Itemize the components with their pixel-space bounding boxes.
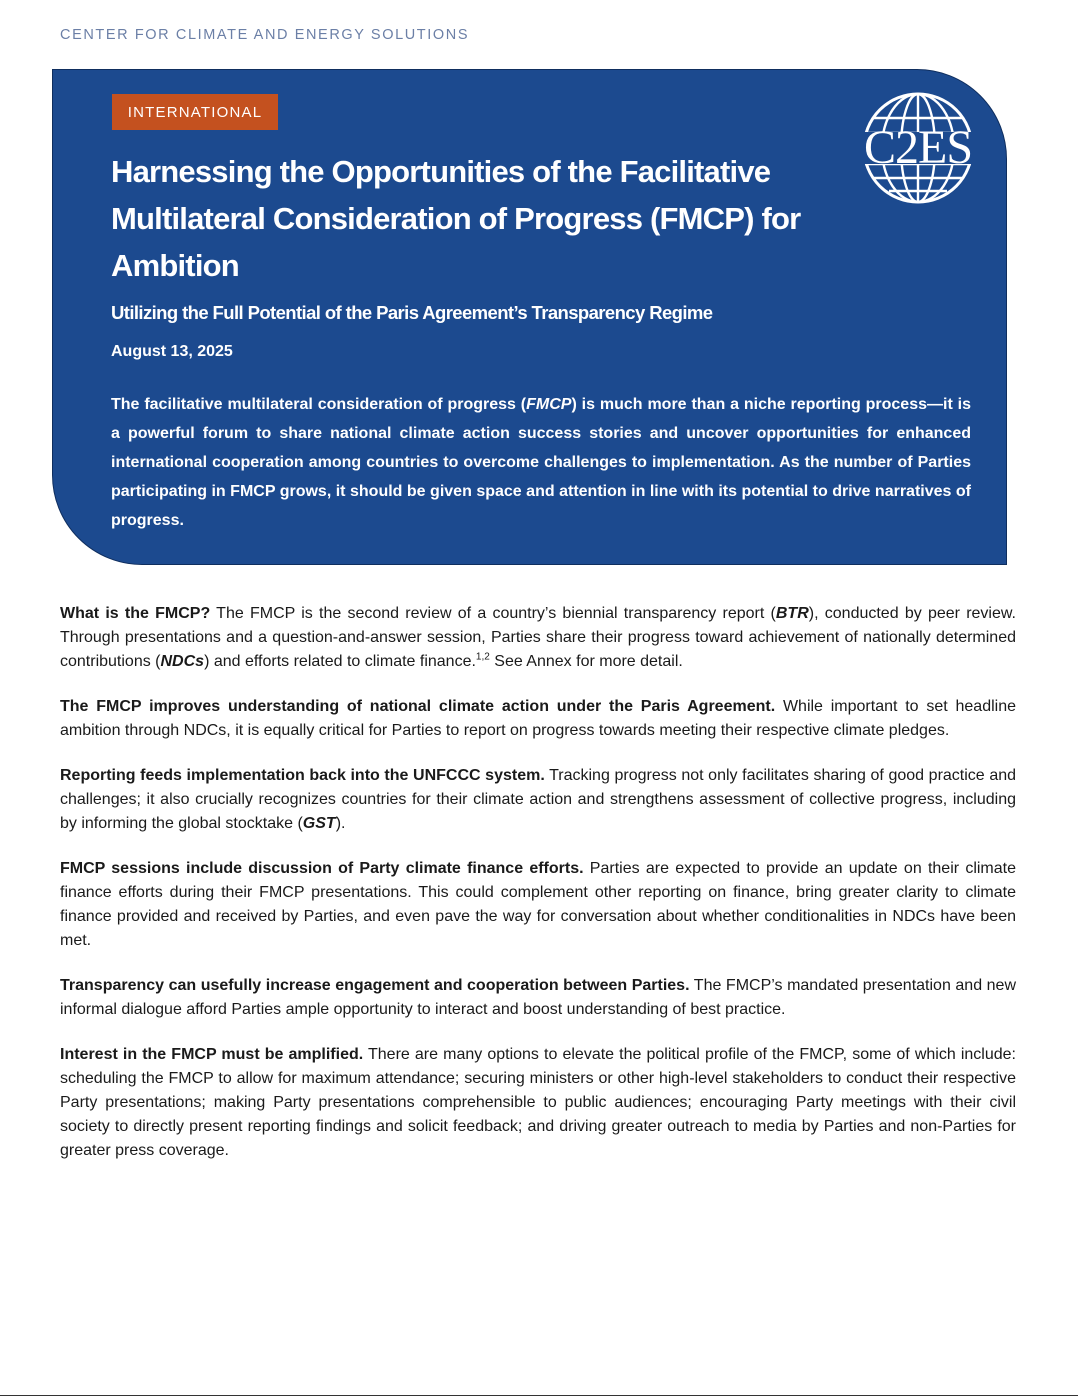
paragraph-lead: Reporting feeds implementation back into the UNFCCC system. (60, 767, 545, 784)
paragraph-interest: Interest in the FMCP must be amplified. There are many options to elevate the political profile of the FMCP, some of which include: scheduling the FMCP to allow for maximum attendance; securing ministers or other high-level stakeholders to conduct their respective Party presentations; making Party presentations comprehensible to public audiences; encouraging Party meetings with their civil society to directly present reporting findings and solicit feedback; and driving greater outreach to media by Parties and non-Parties for greater press coverage. (60, 1046, 1016, 1159)
gst-acronym: GST (302, 815, 336, 832)
paragraph-lead: FMCP sessions include discussion of Party climate finance efforts. (60, 860, 584, 877)
category-tag: INTERNATIONAL (112, 94, 278, 130)
footnote-reference[interactable]: 1,2 (475, 651, 490, 663)
organization-name: CENTER FOR CLIMATE AND ENERGY SOLUTIONS (60, 27, 470, 43)
fmcp-acronym: FMCP (526, 396, 572, 413)
paragraph-reporting: Reporting feeds implementation back into the UNFCCC system. Tracking progress not only facilitates sharing of good practice and challenges; it also crucially recognizes countries for their climate action and strengthens assessment of collective progress, including by informing the global stocktake (GST). (60, 767, 1017, 832)
publication-date: August 13, 2025 (111, 343, 233, 360)
document-subtitle: Utilizing the Full Potential of the Paris Agreement’s Transparency Regime (111, 302, 713, 323)
summary-paragraph: The facilitative multilateral consideration of progress (FMCP) is much more than a niche reporting process—it is a powerful forum to share national climate action success stories and uncover opportunities for enhanced international cooperation among countries to overcome challenges to implementation. As the number of Parties participating in FMCP grows, it should be given space and attention in line with its potential to drive narratives of progress. (111, 396, 972, 529)
paragraph-what-is-fmcp: What is the FMCP? The FMCP is the second review of a country’s biennial transparency report (BTR), conducted by peer review. Through presentations and a question-and-answer session, Parties share their progress toward achievement of nationally determined contributions (NDCs) and efforts related to climate finance.$^{1,2}$ See Annex for more detail. (60, 605, 1016, 670)
paragraph-lead: What is the FMCP? (60, 605, 211, 622)
logo-wordmark: C2ES (863, 121, 973, 174)
paragraph-climate-finance: FMCP sessions include discussion of Party climate finance efforts. Parties are expected to provide an update on their climate finance efforts during their FMCP presentations. This could complement other reporting on finance, bring greater clarity to climate finance provided and received by Parties, and even pave the way for conversation about whether conditionalities in NDCs have been met. (60, 860, 1016, 949)
paragraph-lead: The FMCP improves understanding of national climate action under the Paris Agreement. (60, 698, 776, 715)
body-text (60, 602, 1016, 1184)
page-bottom-rule (0, 1395, 1078, 1396)
paragraph-understanding: The FMCP improves understanding of national climate action under the Paris Agreement. While important to set headline ambition through NDCs, it is equally critical for Parties to report on progress towards meeting their respective climate pledges. (60, 698, 1017, 739)
c2es-logo (853, 88, 983, 208)
paragraph-lead: Interest in the FMCP must be amplified. (60, 1046, 364, 1063)
document-title: Harnessing the Opportunities of the Facilitative Multilateral Consideration of Progress (FMCP) for Ambition (111, 154, 801, 283)
btr-acronym: BTR (775, 605, 809, 622)
paragraph-lead: Transparency can usefully increase engagement and cooperation between Parties. (60, 977, 690, 994)
paragraph-engagement: Transparency can usefully increase engagement and cooperation between Parties. The FMCP’s mandated presentation and new informal dialogue afford Parties ample opportunity to interact and boost understanding of best practice. (60, 977, 1016, 1018)
ndcs-acronym: NDCs (160, 653, 205, 670)
header-banner (52, 69, 1007, 565)
